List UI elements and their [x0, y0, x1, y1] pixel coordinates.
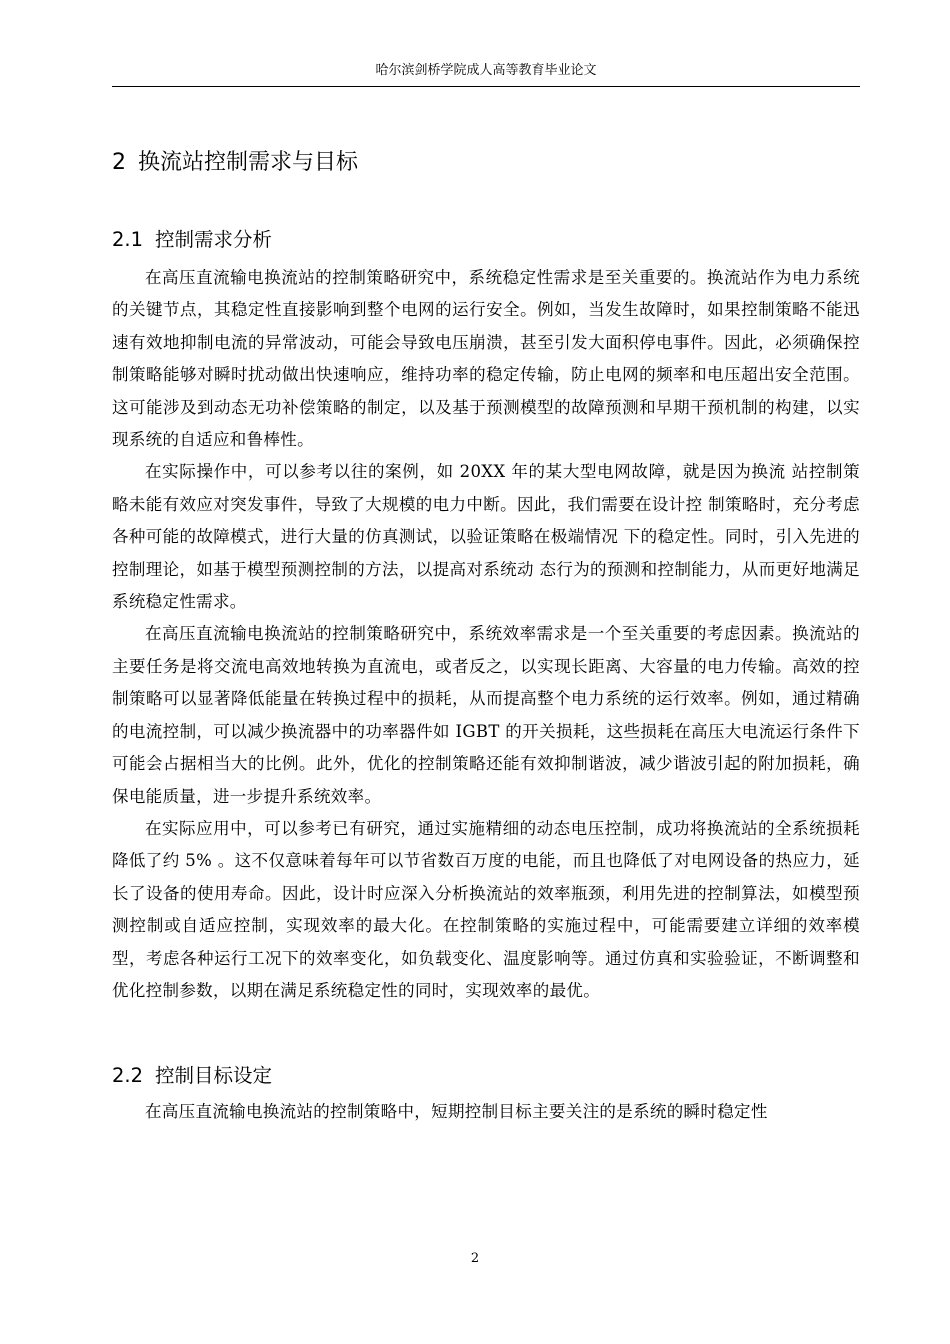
- section-title-2-1: [112, 226, 272, 254]
- section-number: 2.1: [112, 228, 144, 251]
- paragraph-efficiency-need: 在高压直流输电换流站的控制策略研究中，系统效率需求是一个至关重要的考虑因素。换流站的主要任务是将交流电高效地转换为直流电，或者反之，以实现长距离、大容量的电力传输。高效的控制策略可以显著降低能量在转换过程中的损耗，从而提高整个电力系统的运行效率。例如，通过精确的电流控制，可以减少换流器中的功率器件如 IGBT 的开关损耗，这些损耗在高压大电流运行条件下可能会占据相当大的比例。此外，优化的控制策略还能有效抑制谐波，减少谐波引起的附加损耗，确保电能质量，进一步提升系统效率。: [112, 624, 860, 806]
- section-2-1-body: [112, 262, 860, 1007]
- chapter-number: 2: [112, 150, 126, 175]
- paragraph-efficiency-case: 在实际应用中，可以参考已有研究，通过实施精细的动态电压控制，成功将换流站的全系统损耗降低了约 5% 。这不仅意味着每年可以节省数百万度的电能，而且也降低了对电网设备的热应力，延长了设备的使用寿命。因此，设计时应深入分析换流站的效率瓶颈，利用先进的控制算法，如模型预测控制或自适应控制，实现效率的最大化。在控制策略的实施过程中，可能需要建立详细的效率模型，考虑各种运行工况下的效率变化，如负载变化、温度影响等。通过仿真和实验验证，不断调整和优化控制参数，以期在满足系统稳定性的同时，实现效率的最优。: [112, 818, 860, 1000]
- section-number: 2.2: [112, 1064, 144, 1087]
- section-title-text: 控制需求分析: [155, 228, 273, 251]
- page-number: 2: [470, 1251, 480, 1266]
- paragraph-stability-case: 在实际操作中，可以参考以往的案例，如 20XX 年的某大型电网故障，就是因为换流 站控制策略未能有效应对突发事件，导致了大规模的电力中断。因此，我们需要在设计控 制策略时，充分考虑各种可能的故障模式，进行大量的仿真测试，以验证策略在极端情况 下的稳定性。同时，引入先进的控制理论，如基于模型预测控制的方法，以提高对系统动 态行为的预测和控制能力，从而更好地满足系统稳定性需求。: [112, 462, 860, 612]
- section-title-text: 控制目标设定: [155, 1064, 273, 1087]
- running-header: 哈尔滨剑桥学院成人高等教育毕业论文: [375, 63, 597, 78]
- chapter-title-text: 换流站控制需求与目标: [138, 150, 359, 175]
- section-2-2-body: [112, 1096, 860, 1128]
- chapter-title: [112, 148, 358, 178]
- header-divider: [112, 86, 860, 87]
- paragraph-stability-need: 在高压直流输电换流站的控制策略研究中，系统稳定性需求是至关重要的。换流站作为电力系统的关键节点，其稳定性直接影响到整个电网的运行安全。例如，当发生故障时，如果控制策略不能迅速有效地抑制电流的异常波动，可能会导致电压崩溃，甚至引发大面积停电事件。因此，必须确保控制策略能够对瞬时扰动做出快速响应，维持功率的稳定传输，防止电网的频率和电压超出安全范围。这可能涉及到动态无功补偿策略的制定，以及基于预测模型的故障预测和早期干预机制的构建，以实现系统的自适应和鲁棒性。: [112, 268, 860, 450]
- section-title-2-2: [112, 1062, 272, 1090]
- paragraph-short-term-goal: 在高压直流输电换流站的控制策略中，短期控制目标主要关注的是系统的瞬时稳定性: [145, 1102, 768, 1121]
